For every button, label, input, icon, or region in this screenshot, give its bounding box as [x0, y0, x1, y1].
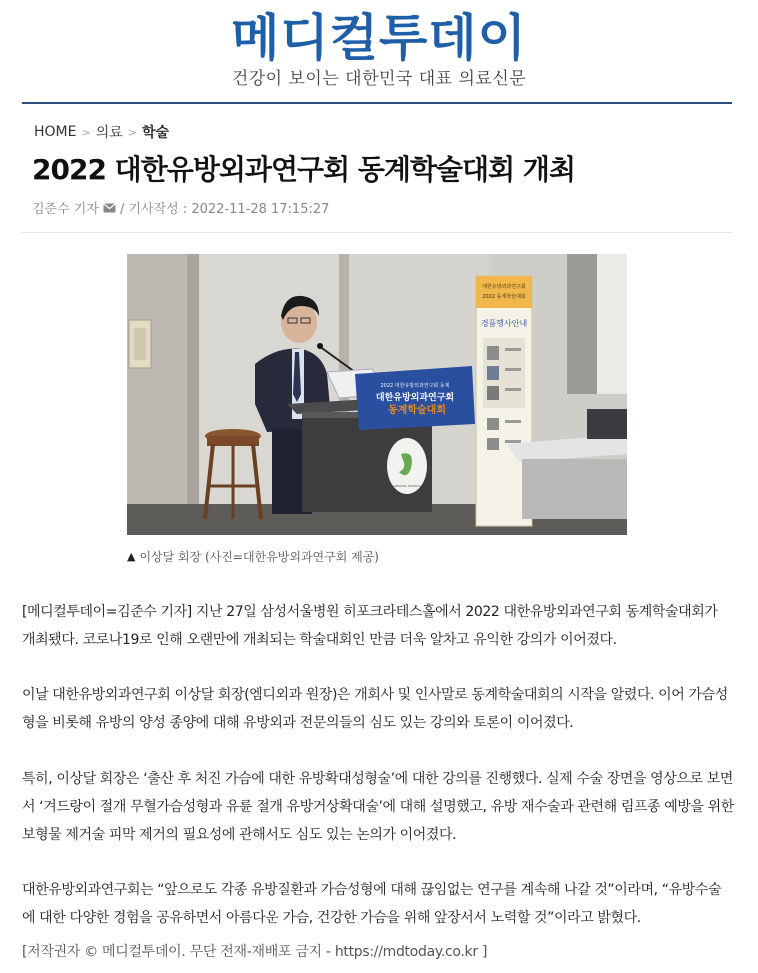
breadcrumb — [34, 122, 169, 142]
meta-divider — [22, 232, 732, 233]
podium-banner — [355, 366, 475, 430]
banner-small-text: 2022 대한유방외과연구회 동계 — [380, 383, 450, 389]
mail-icon[interactable] — [103, 203, 116, 213]
photo-caption — [127, 548, 379, 565]
copyright-notice: [저작권자 © 메디컬투데이. 무단 전재-재배포 금지 - https://mdtoday.co.kr ] — [22, 944, 488, 960]
podium-logo-text: SAMSUNG HOSPITAL — [391, 484, 423, 488]
breadcrumb-separator-icon: > — [127, 125, 137, 139]
article-paragraph: 특히, 이상달 회장은 ‘출산 후 처진 가슴에 대한 유방확대성형술’에 대한 강의를 진행했다. 실제 수술 장면을 영상으로 보면서 ‘겨드랑이 절개 무혈가슴성형과 유륜 절개 유방거상확대술’에 대해 설명했고, 유방 재수술과 관련해 림프종 예방을 위한 보형물 제거술 피막 제거의 필요성에 관해서도 심도 있는 논의가 이어졌다. — [22, 771, 734, 843]
publish-date: / 기사작성 : 2022-11-28 17:15:27 — [119, 202, 330, 217]
article-paragraph: [메디컬투데이=김준수 기자] 지난 27일 삼성서울병원 히포크라테스홀에서 2022 대한유방외과연구회 동계학술대회가 개최됐다. 코로나19로 인해 오랜만에 개최되는 학술대회인 만큼 더욱 알차고 유익한 강의가 이어졌다. — [22, 604, 718, 648]
breadcrumb-separator-icon: > — [81, 125, 91, 139]
banner-title-line1: 대한유방외과연구회 — [375, 393, 455, 403]
standee-heading: 경품행사안내 — [480, 319, 528, 328]
site-logo[interactable]: 메디컬투데이 — [231, 9, 527, 67]
site-tagline: 건강이 보이는 대한민국 대표 의료신문 — [231, 69, 527, 89]
article-photo — [127, 254, 627, 535]
breadcrumb-academic[interactable]: 학술 — [141, 125, 170, 141]
article-title: 2022 대한유방외과연구회 동계학술대회 개최 — [32, 153, 575, 186]
article-paragraph: 대한유방외과연구회는 “앞으로도 각종 유방질환과 가슴성형에 대해 끊임없는 연구를 계속해 나갈 것”이라며, “유방수술에 대한 다양한 경험을 공유하면서 아름다운 가슴, 건강한 가슴을 위해 앞장서서 노력할 것”이라고 밝혔다. — [22, 882, 722, 926]
triangle-up-icon: ▲ — [127, 550, 136, 563]
author-name[interactable]: 김준수 기자 — [32, 202, 99, 217]
standee-subtitle: 2022 동계학술대회 — [482, 294, 526, 300]
standee-title: 대한유방외과연구회 — [482, 284, 526, 290]
photo-caption-text: 이상달 회장 (사진=대한유방외과연구회 제공) — [139, 550, 379, 564]
header-divider — [22, 102, 732, 104]
breadcrumb-medical[interactable]: 의료 — [95, 125, 123, 141]
breadcrumb-home[interactable]: HOME — [34, 124, 77, 140]
article-paragraph: 이날 대한유방외과연구회 이상달 회장(엠디외과 원장)은 개회사 및 인사말로 동계학술대회의 시작을 알렸다. 이어 가슴성형을 비롯해 유방의 양성 종양에 대해 유방외과 전문의들의 심도 있는 강의와 토론이 이어졌다. — [22, 687, 728, 731]
banner-title-line2: 동계학술대회 — [388, 405, 446, 416]
masthead — [0, 0, 758, 104]
article-meta — [32, 198, 329, 217]
